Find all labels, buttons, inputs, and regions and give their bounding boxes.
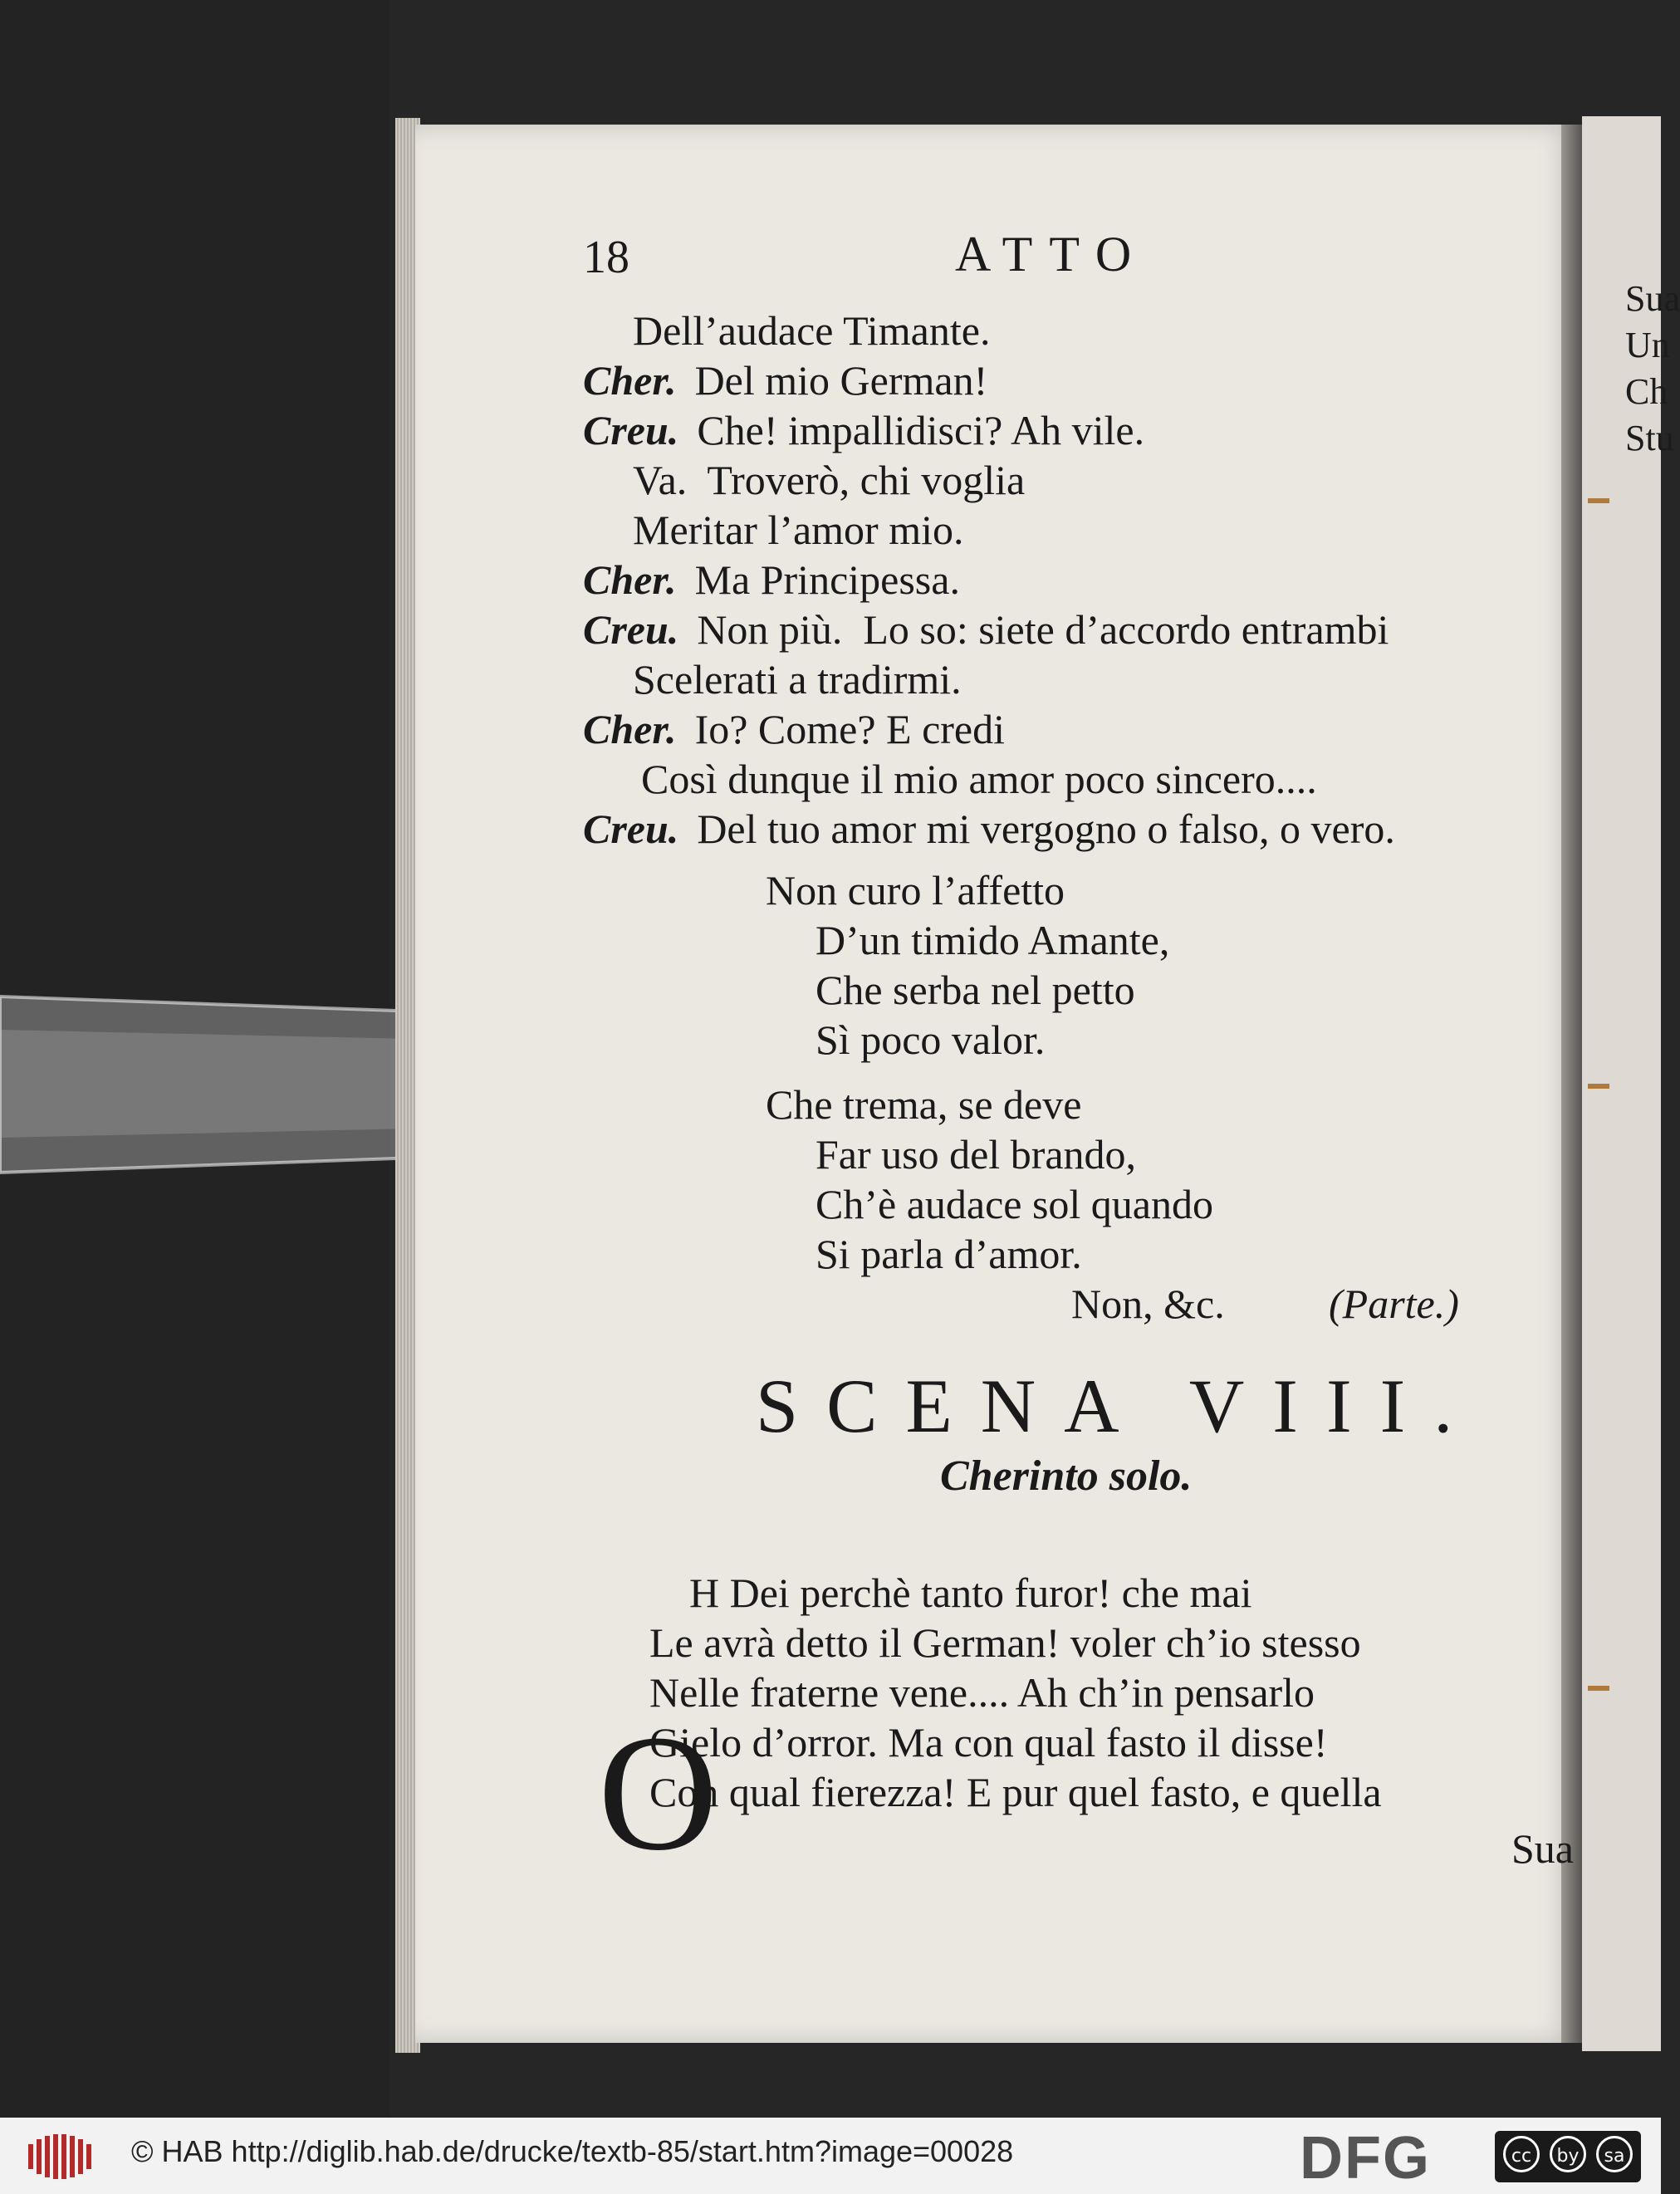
speaker-label: Cher. <box>583 706 677 752</box>
cc-icon: cc <box>1503 2136 1540 2172</box>
by-icon: by <box>1550 2136 1586 2172</box>
stage-direction: (Parte.) <box>1329 1281 1459 1327</box>
page-number: 18 <box>583 232 629 283</box>
sa-icon: sa <box>1596 2136 1633 2172</box>
footer-credit: © HAB http://diglib.hab.de/drucke/textb-85/start.htm?image=00028 <box>131 2134 1014 2168</box>
speaker-label: Creu. <box>583 606 679 653</box>
next-page-line: Sua <box>1625 278 1680 319</box>
monologue-line: H Dei perchè tanto furor! che mai <box>689 1570 1252 1616</box>
hab-logo-icon <box>27 2133 98 2181</box>
aria-line: Sì poco valor. <box>816 1016 1046 1063</box>
monologue-line: Le avrà detto il German! voler ch’io stesso <box>649 1619 1361 1666</box>
speaker-label: Cher. <box>583 556 677 603</box>
dialogue-line: Scelerati a tradirmi. <box>633 656 962 703</box>
monologue-line: Gielo d’orror. Ma con qual fasto il disse! <box>649 1719 1328 1765</box>
monologue-line: Nelle fraterne vene.... Ah ch’in pensarlo <box>649 1669 1315 1716</box>
aria-line: Che serba nel petto <box>816 967 1135 1013</box>
dialogue-line: Così dunque il mio amor poco sincero.... <box>641 756 1317 802</box>
dialogue-line: Creu. Del tuo amor mi vergogno o falso, o vero. <box>583 806 1395 852</box>
aria-line: Si parla d’amor. <box>816 1231 1082 1277</box>
dfg-logo: DFG <box>1300 2125 1431 2192</box>
aria-line: Ch’è audace sol quando <box>816 1181 1214 1227</box>
next-page-line: Stu <box>1625 418 1674 458</box>
scene-heading: SCENA VIII. <box>756 1364 1482 1448</box>
dialogue-line: Va. Troverò, chi voglia <box>633 457 1026 503</box>
clip-mark <box>1588 498 1609 503</box>
next-page-line: Ch <box>1625 371 1668 412</box>
dialogue-line: Cher. Io? Come? E credi <box>583 706 1005 752</box>
aria-line: Che trema, se deve <box>766 1081 1082 1128</box>
speaker-label: Creu. <box>583 806 679 852</box>
clip-mark <box>1588 1686 1609 1691</box>
speaker-label: Creu. <box>583 407 679 453</box>
dialogue-line: Dell’audace Timante. <box>633 307 991 354</box>
scene-subtitle: Cherinto solo. <box>940 1452 1193 1500</box>
aria-line: Non curo l’affetto <box>766 867 1065 913</box>
aria-line: Far uso del brando, <box>816 1131 1137 1178</box>
speaker-label: Cher. <box>583 357 677 404</box>
clip-mark <box>1588 1084 1609 1089</box>
catchword: Sua <box>1511 1825 1574 1872</box>
license-badge[interactable] <box>1495 2131 1641 2182</box>
monologue-line: Con qual fierezza! E pur quel fasto, e quella <box>649 1769 1382 1815</box>
drop-cap: O <box>598 1702 718 1885</box>
aria-line: D’un timido Amante, <box>816 917 1170 963</box>
dialogue-line: Cher. Del mio German! <box>583 357 988 404</box>
dialogue-line: Creu. Non più. Lo so: siete d’accordo entrambi <box>583 606 1389 653</box>
dialogue-line: Meritar l’amor mio. <box>633 507 964 553</box>
next-page-line: Un <box>1625 325 1670 365</box>
exit-line: Non, &c. <box>1071 1281 1225 1327</box>
dialogue-line: Cher. Ma Principessa. <box>583 556 960 603</box>
running-head: ATTO <box>955 227 1149 282</box>
dialogue-line: Creu. Che! impallidisci? Ah vile. <box>583 407 1145 453</box>
